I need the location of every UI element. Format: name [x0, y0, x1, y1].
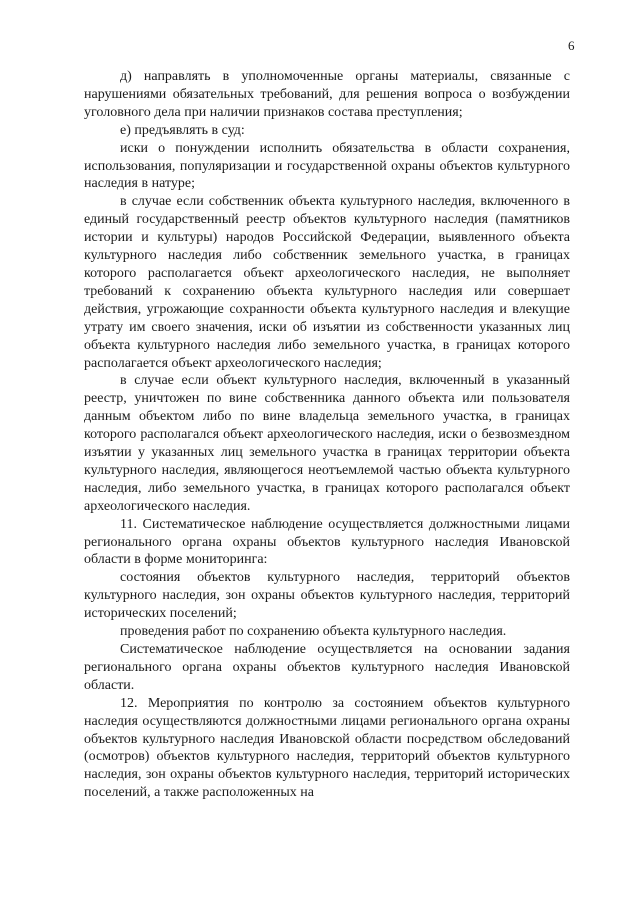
paragraph-12: 12. Мероприятия по контролю за состоянием объектов культурного наследия осуществляются должностными лицами регионального органа охраны объектов культурного наследия Ивановской области посредством обследований (осмотров) объектов культурного наследия, территорий объектов культурного наследия, зон охраны объектов культурного наследия, территорий исторических поселений, а также расположенных на — [84, 695, 570, 801]
paragraph-lawsuit-seizure: в случае если собственник объекта культурного наследия, включенного в единый государственный реестр объектов культурного наследия (памятников истории и культуры) народов Российской Федерации, выявленного объекта культурного наследия либо собственник земельного участка, в границах которого располагается объект археологического наследия, не выполняет требований к сохранению объекта культурного наследия или совершает действия, угрожающие сохранности объекта культурного наследия и влекущие утрату им своего значения, иски об изъятии из собственности указанных лиц объекта культурного наследия либо земельного участка, в границах которого располагается объект археологического наследия; — [84, 194, 570, 371]
paragraph-d: д) направлять в уполномоченные органы материалы, связанные с нарушениями обязательных требований, для решения вопроса о возбуждении уголовного дела при наличии признаков состава преступления; — [84, 69, 570, 120]
page-number: 6 — [568, 38, 575, 53]
paragraph-monitoring-works: проведения работ по сохранению объекта культурного наследия. — [120, 624, 507, 640]
paragraph-monitoring-state: состояния объектов культурного наследия, территорий объектов культурного наследия, зон охраны объектов культурного наследия, территорий исторических поселений; — [84, 570, 570, 622]
paragraph-e: е) предъявлять в суд: — [120, 122, 245, 138]
paragraph-monitoring-basis: Систематическое наблюдение осуществляется на основании задания регионального органа охраны объектов культурного наследия Ивановской области. — [84, 642, 570, 693]
paragraph-11: 11. Систематическое наблюдение осуществляется должностными лицами регионального органа охраны объектов культурного наследия Ивановской области в форме мониторинга: — [84, 516, 570, 568]
paragraph-lawsuit-obligations: иски о понуждении исполнить обязательства в области сохранения, использования, популяризации и государственной охраны объектов культурного наследия в натуре; — [84, 140, 570, 192]
document-body — [84, 68, 570, 802]
paragraph-lawsuit-gratuitous-seizure: в случае если объект культурного наследия, включенный в указанный реестр, уничтожен по вине собственника данного объекта или пользователя данным объектом либо по вине владельца земельного участка, в границах которого располагался объект археологического наследия, иски о безвозмездном изъятии у указанных лиц земельного участка в границах территории объекта культурного наследия, являющегося неотъемлемой частью объекта культурного наследия, либо земельного участка, в границах которого располагался объект археологического наследия. — [84, 373, 570, 514]
